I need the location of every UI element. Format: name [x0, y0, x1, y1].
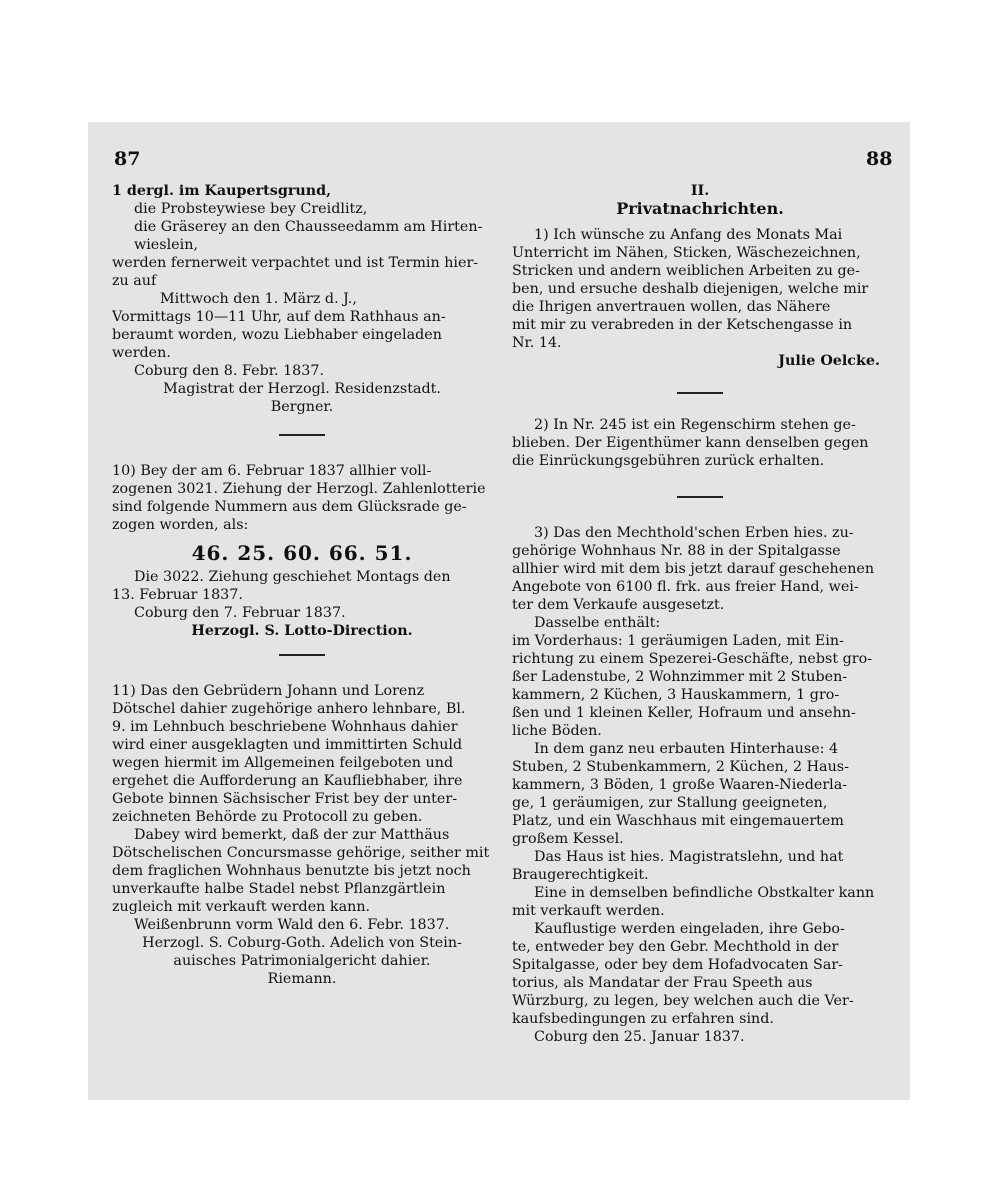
text-line: beraumt worden, wozu Liebhaber eingeladen — [112, 327, 442, 343]
text-line: ter dem Verkaufe ausgesetzt. — [512, 597, 725, 613]
signature-name: Riemann. — [267, 971, 337, 987]
text-line: blieben. Der Eigenthümer kann denselben gegen — [512, 435, 869, 451]
signature-authority: Magistrat der Herzogl. Residenzstadt. — [163, 381, 441, 397]
text-line: 1 dergl. im Kaupertsgrund, — [112, 183, 332, 199]
text-line: richtung zu einem Spezerei-Geschäfte, nebst gro- — [512, 651, 873, 667]
notice-lease — [112, 182, 492, 416]
text-line: zu auf — [112, 273, 157, 289]
page-number-right: 88 — [866, 148, 893, 170]
text-line: zogen worden, als: — [112, 517, 249, 533]
page-number-left: 87 — [114, 148, 141, 170]
text-line: 10) Bey der am 6. Februar 1837 allhier voll- — [112, 463, 432, 479]
signature-authority: Herzogl. S. Lotto-Direction. — [191, 623, 413, 639]
text-line: zugleich mit verkauft werden kann. — [112, 899, 371, 915]
text-line: Eine in demselben befindliche Obstkalter kann — [534, 885, 875, 901]
text-line: werden fernerweit verpachtet und ist Termin hier- — [112, 255, 479, 271]
section-title: Privatnachrichten. — [616, 200, 784, 218]
place-date: Coburg den 8. Febr. 1837. — [134, 363, 325, 379]
text-line: Unterricht im Nähen, Sticken, Wäschezeichnen, — [512, 245, 861, 261]
text-line: Dötschel dahier zugehörige anhero lehnbare, Bl. — [112, 701, 466, 717]
text-line: mit verkauft werden. — [512, 903, 665, 919]
text-line: die Ihrigen anvertrauen wollen, das Nähere — [512, 299, 831, 315]
notice-house-sale-mechthold — [512, 524, 888, 1046]
text-line: liche Böden. — [512, 723, 602, 739]
text-line: 3) Das den Mechthold'schen Erben hies. zu- — [534, 525, 854, 541]
text-line: zogenen 3021. Ziehung der Herzogl. Zahlenlotterie — [112, 481, 486, 497]
text-line: wegen hiermit im Allgemeinen feilgeboten und — [112, 755, 454, 771]
text-line: großem Kessel. — [512, 831, 624, 847]
text-line: Nr. 14. — [512, 335, 562, 351]
text-line: 1) Ich wünsche zu Anfang des Monats Mai — [534, 227, 843, 243]
text-line: wird einer ausgeklagten und immittirten Schuld — [112, 737, 463, 753]
lottery-numbers: 46. 25. 60. 66. 51. — [191, 541, 413, 565]
text-line: Die 3022. Ziehung geschiehet Montags den — [134, 569, 451, 585]
notice-sewing-lessons — [512, 226, 888, 370]
text-line: Platz, und ein Waschhaus mit eingemauertem — [512, 813, 844, 829]
text-line: mit mir zu verabreden in der Ketschengasse in — [512, 317, 853, 333]
place-date: Coburg den 7. Februar 1837. — [134, 605, 346, 621]
text-line: Dasselbe enthält: — [534, 615, 661, 631]
text-line: Angebote von 6100 fl. frk. aus freier Hand, wei- — [512, 579, 859, 595]
text-line: Kauflustige werden eingeladen, ihre Gebo- — [534, 921, 845, 937]
text-line: Gebote binnen Sächsischer Frist bey der unter- — [112, 791, 458, 807]
text-line: die Einrückungsgebühren zurück erhalten. — [512, 453, 825, 469]
signature-authority: Herzogl. S. Coburg-Goth. Adelich von Stein- — [142, 935, 462, 951]
text-line: 9. im Lehnbuch beschriebene Wohnhaus dahier — [112, 719, 458, 735]
text-line: Vormittags 10—11 Uhr, auf dem Rathhaus an- — [112, 309, 446, 325]
text-line: 2) In Nr. 245 ist ein Regenschirm stehen ge- — [534, 417, 856, 433]
notice-house-sale-doetschel — [112, 682, 492, 988]
text-line: sind folgende Nummern aus dem Glücksrade ge- — [112, 499, 467, 515]
notice-umbrella — [512, 416, 888, 470]
text-line: gehörige Wohnhaus Nr. 88 in der Spitalgasse — [512, 543, 841, 559]
text-line: unverkaufte halbe Stadel nebst Pflanzgärtlein — [112, 881, 446, 897]
text-line: ge, 1 geräumigen, zur Stallung geeigneten, — [512, 795, 828, 811]
text-line: dem fraglichen Wohnhaus benutzte bis jetzt noch — [112, 863, 471, 879]
place-date: Coburg den 25. Januar 1837. — [534, 1029, 745, 1045]
text-line: Stuben, 2 Stubenkammern, 2 Küchen, 2 Haus- — [512, 759, 849, 775]
text-line: Dötschelischen Concursmasse gehörige, seither mit — [112, 845, 490, 861]
text-line: kaufsbedingungen zu erfahren sind. — [512, 1011, 774, 1027]
text-line: 13. Februar 1837. — [112, 587, 243, 603]
right-column — [512, 182, 888, 1046]
text-line: im Vorderhaus: 1 geräumigen Laden, mit Ein- — [512, 633, 844, 649]
text-line: torius, als Mandatar der Frau Speeth aus — [512, 975, 813, 991]
text-line: wieslein, — [134, 237, 198, 253]
text-line: te, entweder bey den Gebr. Mechthold in der — [512, 939, 839, 955]
text-line: Braugerechtigkeit. — [512, 867, 649, 883]
text-line: kammern, 3 Böden, 1 große Waaren-Niederla- — [512, 777, 848, 793]
signature-name: Julie Oelcke. — [778, 353, 880, 369]
text-line: Stricken und andern weiblichen Arbeiten zu ge- — [512, 263, 860, 279]
signature-name: Bergner. — [270, 399, 334, 415]
place-date: Weißenbrunn vorm Wald den 6. Febr. 1837. — [134, 917, 450, 933]
date-line: Mittwoch den 1. März d. J., — [160, 291, 357, 307]
text-line: In dem ganz neu erbauten Hinterhause: 4 — [534, 741, 839, 757]
text-line: zeichneten Behörde zu Protocoll zu geben. — [112, 809, 423, 825]
section-number: II. — [690, 183, 710, 199]
text-line: kammern, 2 Küchen, 3 Hauskammern, 1 gro- — [512, 687, 840, 703]
signature-authority: auisches Patrimonialgericht dahier. — [173, 953, 431, 969]
text-line: Würzburg, zu legen, bey welchen auch die Ver- — [512, 993, 854, 1009]
text-line: ben, und ersuche deshalb diejenigen, welche mir — [512, 281, 869, 297]
text-line: ergehet die Aufforderung an Kaufliebhaber, ihre — [112, 773, 463, 789]
text-line: 11) Das den Gebrüdern Johann und Lorenz — [112, 683, 425, 699]
text-line: die Probsteywiese bey Creidlitz, — [134, 201, 368, 217]
text-line: ßer Ladenstube, 2 Wohnzimmer mit 2 Stuben- — [512, 669, 848, 685]
text-line: werden. — [112, 345, 171, 361]
left-column — [112, 182, 492, 988]
text-line: ßen und 1 kleinen Keller, Hofraum und ansehn- — [512, 705, 856, 721]
text-line: Das Haus ist hies. Magistratslehn, und hat — [534, 849, 844, 865]
text-line: Dabey wird bemerkt, daß der zur Matthäus — [134, 827, 450, 843]
text-line: allhier wird mit dem bis jetzt darauf geschehenen — [512, 561, 875, 577]
notice-lottery — [112, 462, 492, 640]
text-line: Spitalgasse, oder bey dem Hofadvocaten Sar- — [512, 957, 844, 973]
text-line: die Gräserey an den Chausseedamm am Hirten- — [134, 219, 483, 235]
